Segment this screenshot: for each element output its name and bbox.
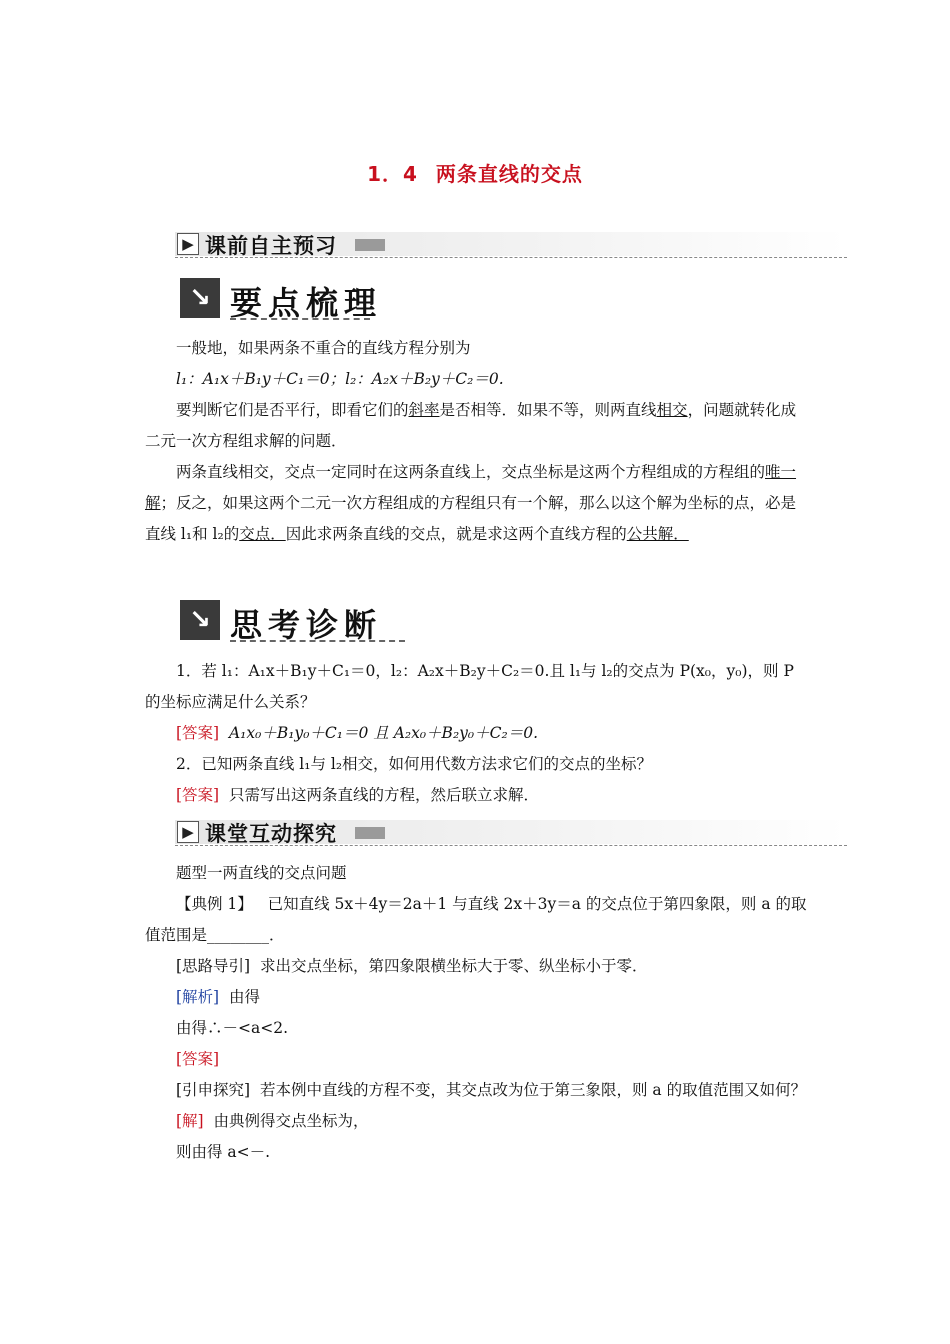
title-text: 两条直线的交点 bbox=[435, 162, 583, 186]
title-number: 1．4 bbox=[367, 162, 418, 186]
guide: [思路导引] 求出交点坐标，第四象限横坐标大于零、纵坐标小于零． bbox=[176, 957, 648, 975]
banner-pre-label: 课前自主预习 bbox=[205, 234, 337, 258]
banner-class-label: 课堂互动探究 bbox=[205, 822, 337, 846]
solution: [解] 由典例得交点坐标为， bbox=[176, 1112, 369, 1130]
answer-2: [答案] 只需写出这两条直线的方程，然后联立求解． bbox=[176, 786, 539, 804]
unique-solution-blank: 唯一解 bbox=[145, 463, 797, 512]
slope-blank: 斜率 bbox=[408, 401, 440, 419]
paragraph-parallel: 要判断它们是否平行，即看它们的斜率是否相等．如果不等，则两直线相交，问题就转化成二元一次方程组求解的问题． bbox=[145, 401, 797, 450]
arrow-icon: ▶ bbox=[177, 233, 199, 255]
common-solution-blank: 公共解． bbox=[626, 525, 689, 543]
answer-tag: [答案] bbox=[176, 1050, 220, 1068]
banner-class bbox=[175, 818, 847, 848]
extend-question: [引申探究] 若本例中直线的方程不变，其交点改为位于第三象限，则 a 的取值范围又如何？ bbox=[176, 1081, 807, 1099]
answer-tag: [答案] bbox=[176, 724, 220, 742]
answer-tag: [答案] bbox=[176, 786, 220, 804]
banner-block bbox=[355, 827, 385, 839]
equations-line: l₁：A₁x＋B₁y＋C₁＝0；l₂：A₂x＋B₂y＋C₂＝0. bbox=[176, 370, 504, 388]
banner-block bbox=[355, 239, 385, 251]
arrow-icon: ▶ bbox=[177, 821, 199, 843]
intersect-blank: 相交 bbox=[656, 401, 688, 419]
intersection-point-blank: 交点． bbox=[239, 525, 286, 543]
chevron-right-icon: ↘ bbox=[180, 278, 220, 318]
key-points-block bbox=[145, 333, 810, 550]
analysis-tag: [解析] bbox=[176, 988, 220, 1006]
type-title: 题型一两直线的交点问题 bbox=[176, 864, 347, 882]
section-key-points-label: 要点梳理 bbox=[230, 284, 383, 322]
class-block bbox=[145, 858, 810, 1168]
solution-line-2: 则由得 a<－. bbox=[176, 1143, 271, 1161]
example-1: 【典例 1】 已知直线 5x＋4y＝2a＋1 与直线 2x＋3y＝a 的交点位于第四象限，则 a 的取值范围是________． bbox=[145, 895, 807, 944]
question-2: 2．已知两条直线 l₁与 l₂相交，如何用代数方法求它们的交点的坐标？ bbox=[176, 755, 653, 773]
chevron-right-icon: ↘ bbox=[180, 600, 220, 640]
banner-pre-class bbox=[175, 230, 847, 260]
question-1: 1．若 l₁：A₁x＋B₁y＋C₁＝0，l₂：A₂x＋B₂y＋C₂＝0.且 l₁与 l₂的交点为 P(x₀，y₀)，则 P 的坐标应满足什么关系？ bbox=[145, 662, 794, 711]
solution-tag: [解] bbox=[176, 1112, 204, 1130]
analysis: [解析] 由得 bbox=[176, 988, 260, 1006]
answer-1: [答案] A₁x₀＋B₁y₀＋C₁＝0 且 A₂x₀＋B₂y₀＋C₂＝0. bbox=[176, 724, 538, 742]
section-diagnosis-label: 思考诊断 bbox=[230, 606, 383, 644]
analysis-line-2: 由得∴－<a<2. bbox=[176, 1019, 289, 1037]
paragraph-intersection: 两条直线相交，交点一定同时在这两条直线上，交点坐标是这两个方程组成的方程组的唯一解；反之，如果这两个二元一次方程组成的方程组只有一个解，那么以这个解为坐标的点，必是直线 l₁和 l₂的交点．因此求两条直线的交点，就是求这两个直线方程的公共解． bbox=[145, 463, 797, 543]
answer-3 bbox=[145, 1044, 810, 1075]
page-title bbox=[0, 158, 950, 187]
diagnosis-block bbox=[145, 656, 810, 811]
intro-text: 一般地，如果两条不重合的直线方程分别为 bbox=[176, 339, 471, 357]
